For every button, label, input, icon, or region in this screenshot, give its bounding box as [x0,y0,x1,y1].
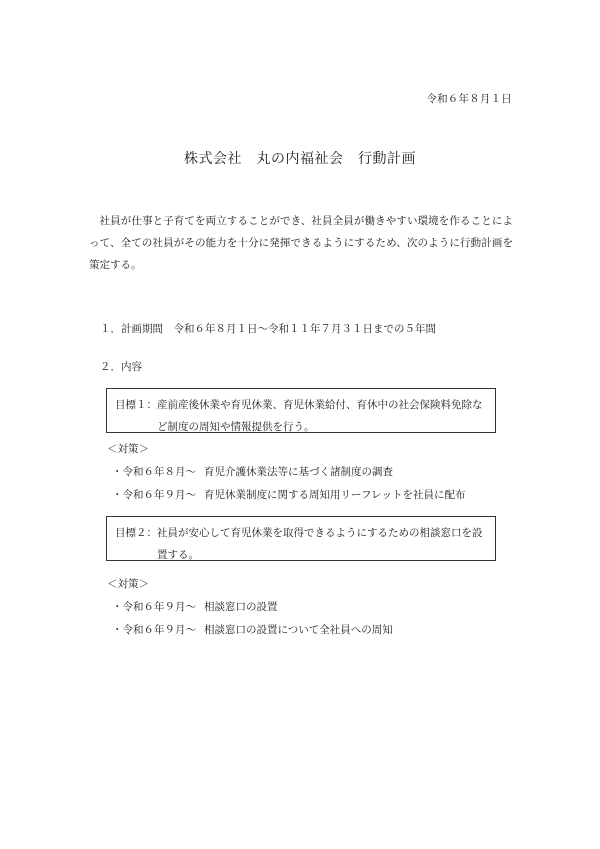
measure-when: ・令和６年９月～ [112,601,196,613]
measure-when: ・令和６年９月～ [112,624,196,636]
goal-1-measure-2 [112,487,465,502]
measure-what: 相談窓口の設置 [204,601,278,613]
goal-2-measure-2 [112,622,393,637]
document-date: 令和６年８月１日 [426,93,512,105]
contents-heading: ２．内容 [100,361,142,373]
intro-paragraph: 社員が仕事と子育てを両立することができ、社員全員が働きやすい環境を作ることによって、全ての社員がその能力を十分に発揮できるようにするため、次のように行動計画を策定する。 [89,215,513,271]
goal-2-text: 社員が安心して育児休業を取得できるようにするための相談窓口を設置する。 [157,527,483,561]
goal-1-text: 産前産後休業や育児休業、育児休業給付、育休中の社会保険料免除など制度の周知や情報提供を行う。 [157,399,483,433]
measure-what: 育児休業制度に関する周知用リーフレットを社員に配布 [204,489,466,501]
goal-2-measures-heading: ＜対策＞ [107,578,149,590]
measure-when: ・令和６年９月～ [112,489,196,501]
measure-what: 育児介護休業法等に基づく諸制度の調査 [204,466,393,478]
goal-1-measures-heading: ＜対策＞ [107,443,149,455]
measure-when: ・令和６年８月～ [112,466,196,478]
goal-2-measure-1 [112,599,278,614]
measure-what: 相談窓口の設置について全社員への周知 [204,624,393,636]
plan-period [100,321,436,336]
goal-2-label: 目標２： [115,527,157,539]
goal-1-box [106,388,496,433]
plan-period-label: １．計画期間 [100,323,163,335]
plan-period-value: 令和６年８月１日～令和１１年７月３１日までの５年間 [173,323,436,335]
goal-1-label: 目標１： [115,399,157,411]
goal-2-box [106,516,496,561]
goal-1-measure-1 [112,464,393,479]
document-title: 株式会社 丸の内福祉会 行動計画 [184,151,416,167]
